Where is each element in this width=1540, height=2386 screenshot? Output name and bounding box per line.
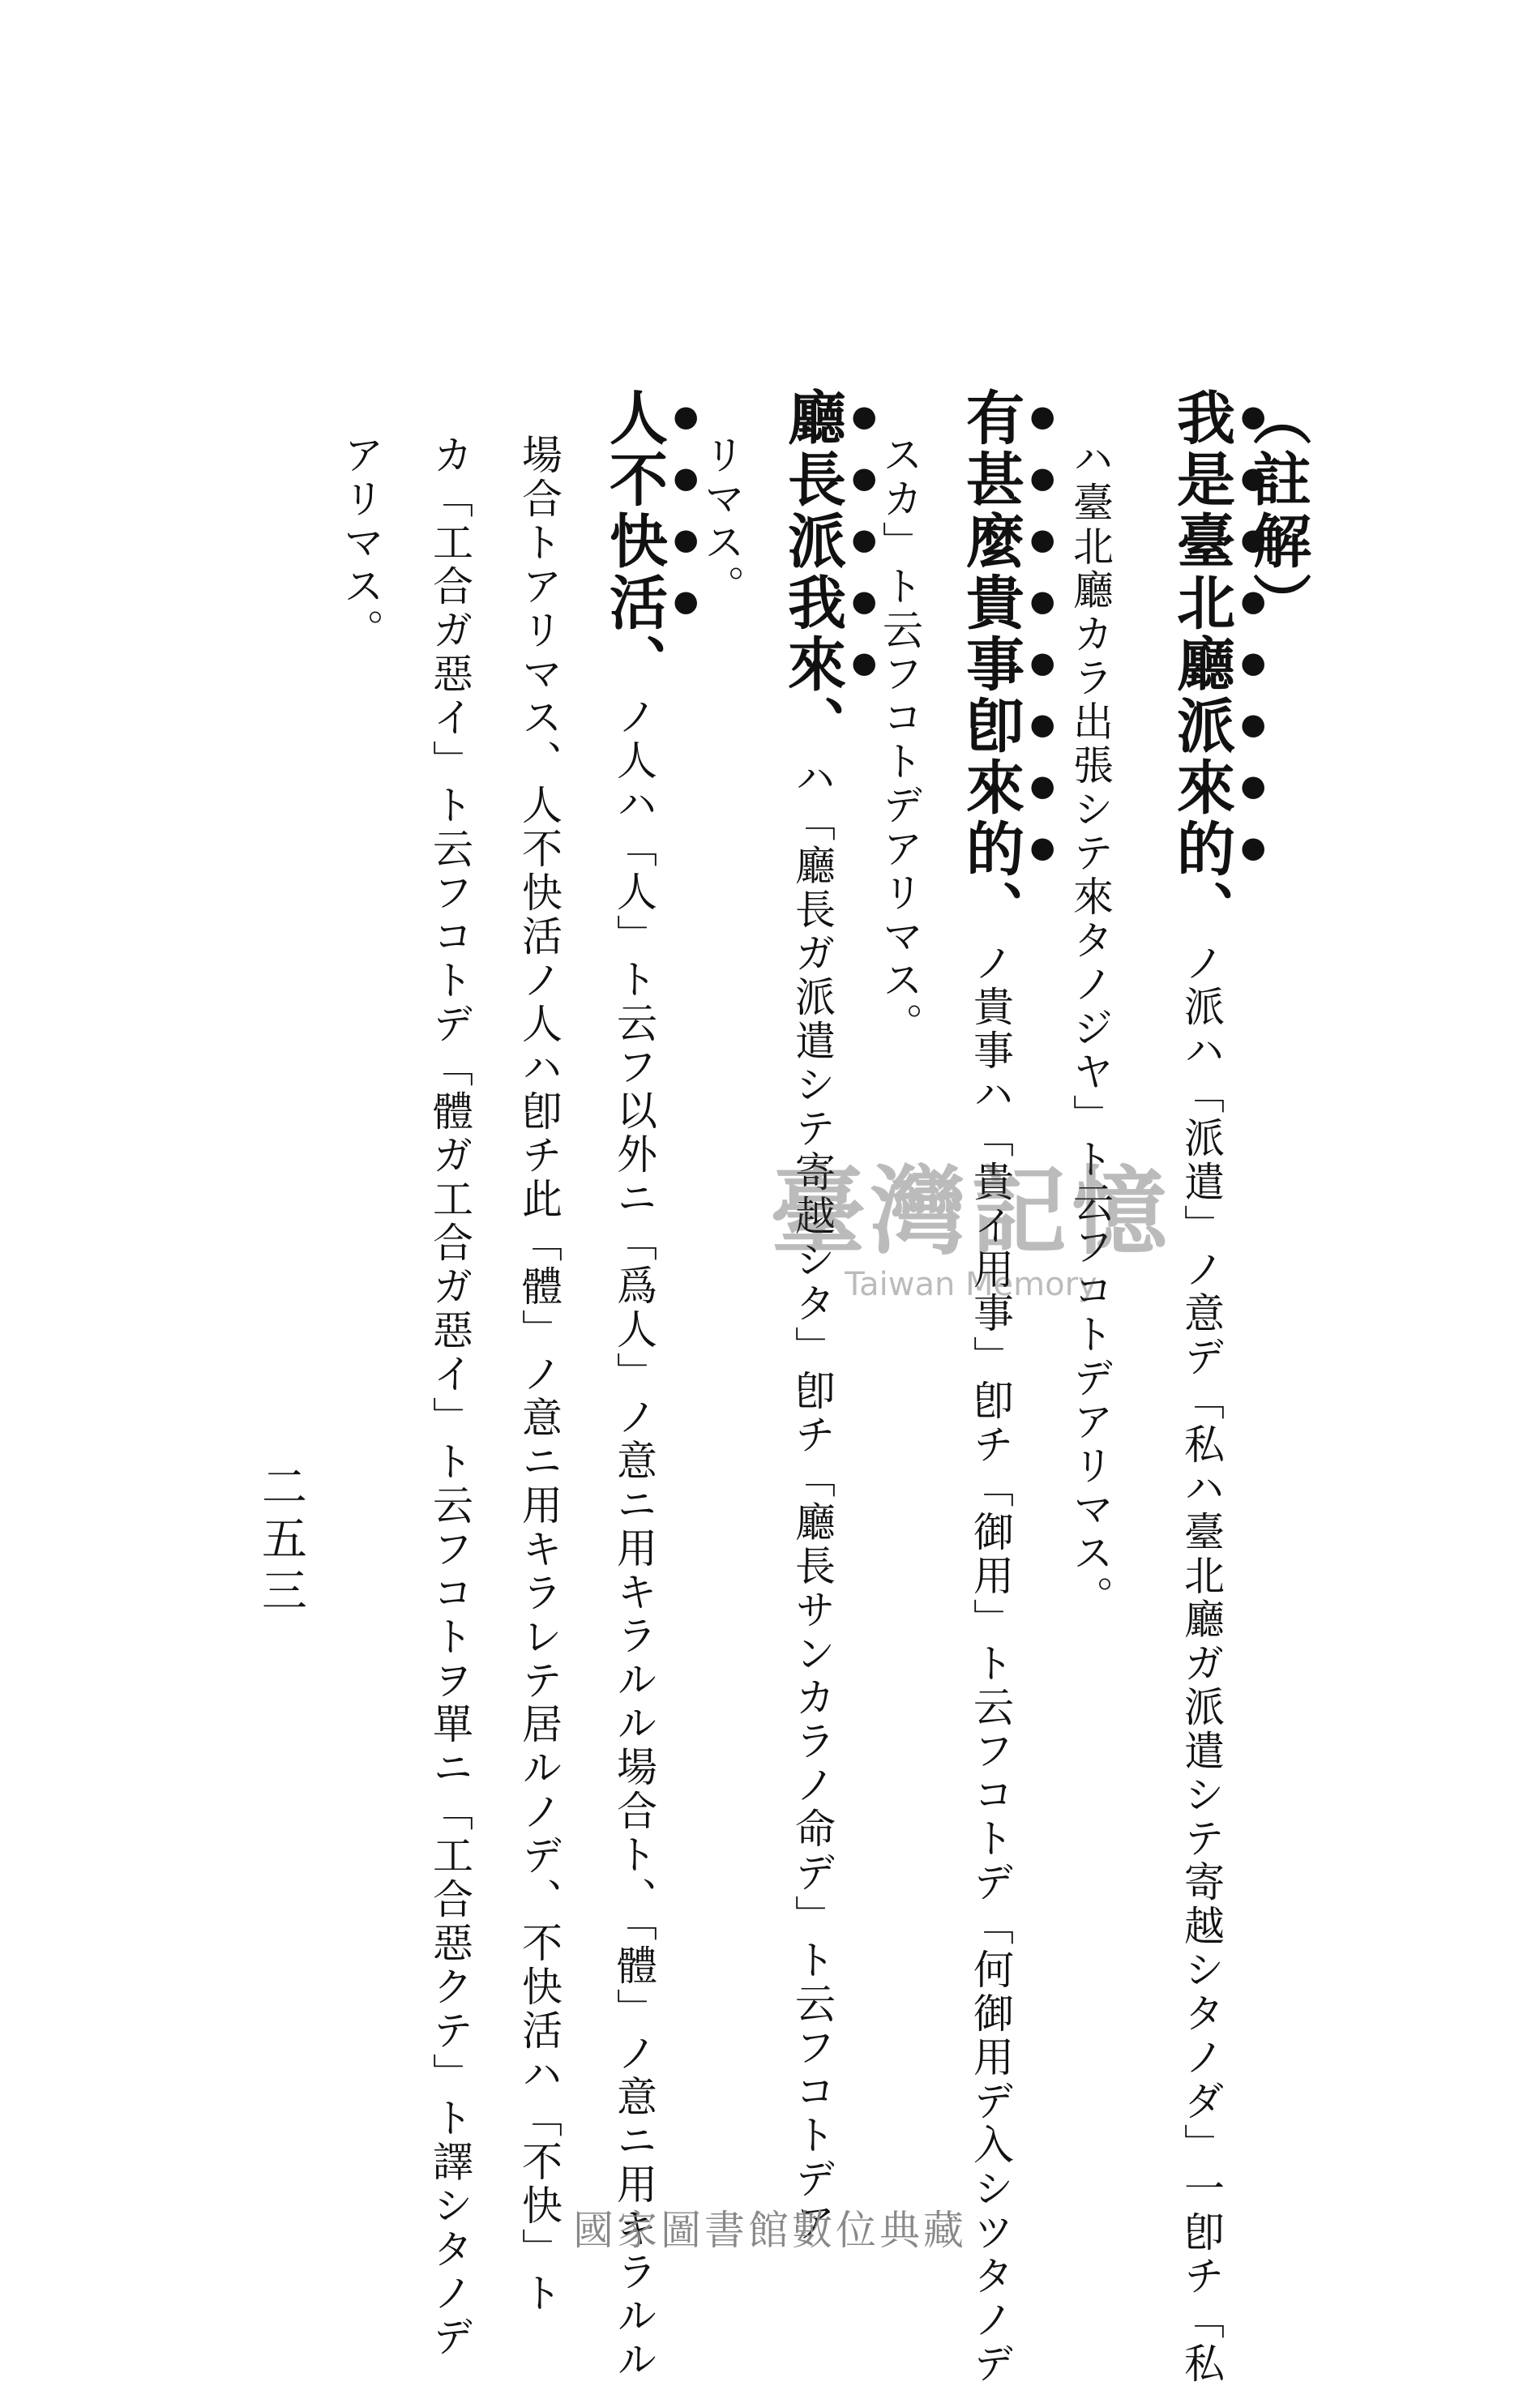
annotation-text: ノ貴事ハ「貴イ用事」卽チ「御用」ト云フコトデ「何御用デ入シツタノデ: [967, 942, 1014, 2386]
annotation-text: ハ「廳長ガ派遣シテ寄越シタ」卽チ「廳長サンカラノ命デ」ト云フコトデア: [789, 757, 836, 2245]
annotated-term: 人不快活、: [600, 387, 669, 695]
annotation-column-1: [1167, 387, 1270, 2386]
page-number: 二五三: [255, 1463, 307, 1618]
annotation-column-6: [698, 434, 745, 609]
watermark-english: Taiwan Memory: [845, 1266, 1097, 1303]
annotation-text: 場合トアリマス、人不快活ノ人ハ卽チ此「體」ノ意ニ用キラレテ居ルノデ、不快活ハ「不快」ト: [515, 434, 563, 2315]
annotated-term: 我是臺北廳派來的、: [1167, 387, 1236, 942]
annotation-column-5: [778, 387, 881, 2245]
annotation-text: ノ人ハ「人」ト云フ以外ニ「爲人」ノ意ニ用キラルル場合ト、「體」ノ意ニ用キラルル: [610, 695, 657, 2382]
annotation-text: アリマス。: [337, 434, 384, 652]
annotation-column-7: [600, 387, 703, 2382]
annotation-text: カ「工合ガ惡イ」ト云フコトデ「體ガ工合ガ惡イ」ト云フコトヲ單ニ「工合惡クテ」ト譯シタノデ: [426, 434, 473, 2359]
footer-caption: 國家圖書館數位典藏: [573, 2207, 967, 2254]
annotated-term: 廳長派我來、: [778, 387, 847, 757]
annotation-column-8: [515, 434, 563, 2315]
annotation-column-2: [1067, 438, 1114, 1619]
annotation-text: ノ派ハ「派遣」ノ意デ「私ハ臺北廳ガ派遣シテ寄越シタノダ」一卽チ「私: [1178, 942, 1225, 2386]
annotated-term: 有甚麼貴事卽來的、: [956, 387, 1025, 942]
annotation-column-4: [876, 434, 923, 1046]
annotation-column-3: [956, 387, 1059, 2386]
annotation-column-10: [337, 434, 384, 652]
note-heading: （註解）: [1243, 387, 1312, 634]
annotation-column-9: [426, 434, 473, 2359]
annotation-text: ハ臺北廳カラ出張シテ來タノジヤ」ト云フコトデアリマス。: [1067, 438, 1114, 1619]
watermark-chinese: 臺灣記憶: [770, 1155, 1173, 1268]
annotation-text: リマス。: [698, 434, 745, 609]
annotation-text: スカ」ト云フコトデアリマス。: [876, 434, 923, 1046]
